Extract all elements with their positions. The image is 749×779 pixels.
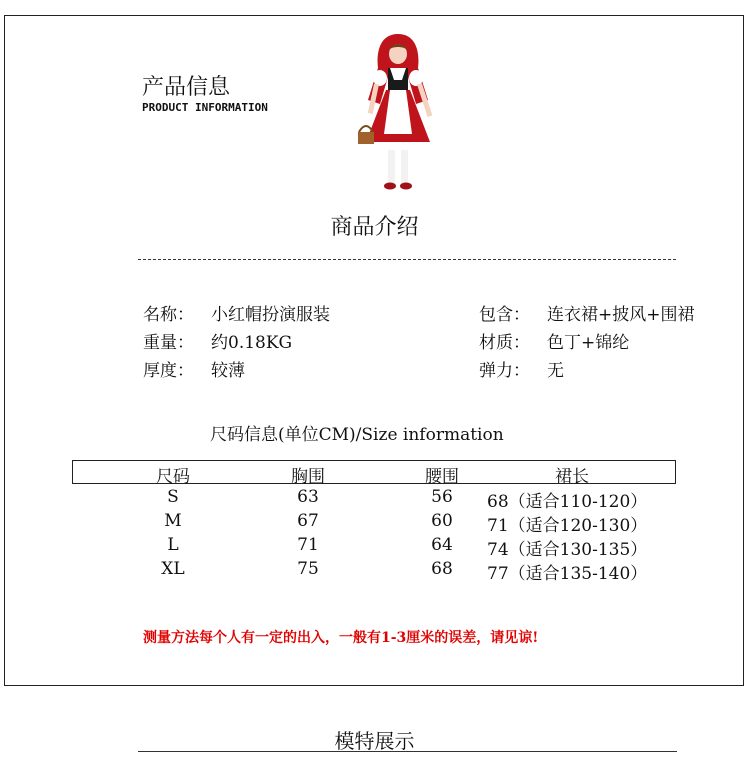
product-intro-title: 商品介绍 <box>330 215 419 240</box>
info-key: 重量： <box>143 333 194 353</box>
info-key: 厚度： <box>143 361 194 381</box>
info-key: 名称： <box>143 305 194 325</box>
waist-cell: 68 <box>431 559 453 579</box>
waist-cell: 56 <box>431 487 453 507</box>
info-key: 弹力： <box>479 361 530 381</box>
info-row-thickness <box>143 356 245 381</box>
length-cell: 77（适合135-140） <box>487 564 648 584</box>
section-heading-cn: 产品信息 <box>142 75 231 100</box>
info-row-weight <box>143 328 292 353</box>
dashed-divider <box>138 259 676 260</box>
info-value: 无 <box>547 361 564 381</box>
info-key: 包含： <box>479 305 530 325</box>
measurement-note: 测量方法每个人有一定的出入，一般有1-3厘米的误差，请见谅! <box>143 630 539 646</box>
length-cell: 74（适合130-135） <box>487 540 648 560</box>
size-cell: S <box>167 487 179 507</box>
model-divider <box>138 751 677 752</box>
product-photo <box>350 30 446 194</box>
bust-cell: 75 <box>297 559 319 579</box>
bust-cell: 63 <box>297 487 319 507</box>
section-heading-en: PRODUCT INFORMATION <box>142 101 268 114</box>
waist-cell: 64 <box>431 535 453 555</box>
length-cell: 68（适合110-120） <box>487 492 648 512</box>
size-header-cell: 裙长 <box>555 467 589 487</box>
size-cell: XL <box>161 559 185 579</box>
info-value: 约0.18KG <box>211 333 293 353</box>
info-row-elasticity <box>479 356 564 381</box>
info-value: 色丁+锦纶 <box>547 333 630 353</box>
bust-cell: 67 <box>297 511 319 531</box>
size-cell: M <box>164 511 182 531</box>
size-header-cell: 腰围 <box>425 467 459 487</box>
info-value: 连衣裙+披风+围裙 <box>547 305 695 325</box>
info-key: 材质： <box>479 333 530 353</box>
info-row-name <box>143 300 330 325</box>
model-showcase-title: 模特展示 <box>334 729 415 753</box>
info-value: 较薄 <box>211 361 245 381</box>
size-header-cell: 胸围 <box>291 467 325 487</box>
waist-cell: 60 <box>431 511 453 531</box>
size-cell: L <box>167 535 179 555</box>
size-info-title: 尺码信息(单位CM)/Size information <box>210 425 504 445</box>
bust-cell: 71 <box>297 535 319 555</box>
info-row-material <box>479 328 629 353</box>
length-cell: 71（适合120-130） <box>487 516 648 536</box>
size-header-cell: 尺码 <box>156 467 190 487</box>
info-value: 小红帽扮演服装 <box>211 305 330 325</box>
info-row-includes <box>479 300 695 325</box>
